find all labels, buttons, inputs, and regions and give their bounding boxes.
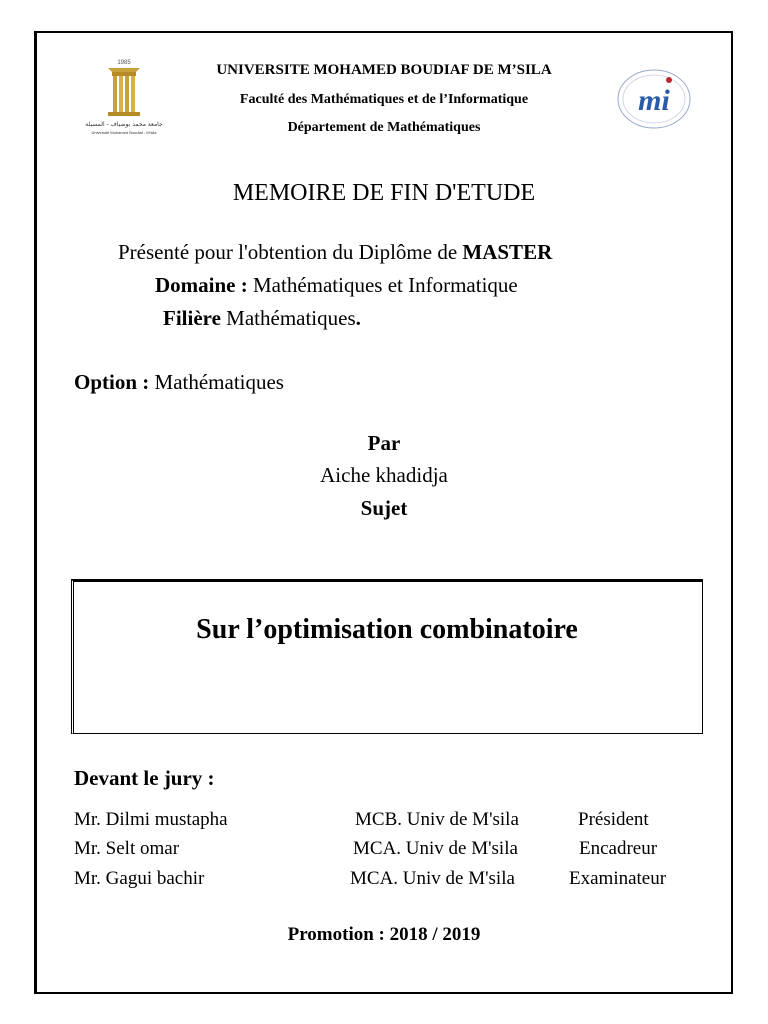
domaine-label: Domaine : bbox=[155, 273, 253, 297]
jury-member-name: Mr. Gagui bachir bbox=[74, 868, 205, 889]
filiere-label: Filière bbox=[163, 306, 221, 330]
author-name: Aiche khadidja bbox=[320, 463, 448, 487]
filiere-value: Mathématiques bbox=[220, 306, 356, 330]
option-label: Option : bbox=[74, 370, 155, 394]
filiere-line bbox=[163, 306, 361, 331]
diploma-prefix: Présenté pour l'obtention du Diplôme de bbox=[118, 240, 463, 264]
logo-year: 1985 bbox=[117, 60, 131, 66]
jury-member-role: Président bbox=[578, 809, 649, 830]
subject-title: Sur l’optimisation combinatoire bbox=[196, 614, 578, 645]
jury-member-role: Encadreur bbox=[579, 838, 658, 859]
university-name: UNIVERSITE MOHAMED BOUDIAF DE M’SILA bbox=[216, 62, 552, 78]
sujet-label: Sujet bbox=[360, 496, 408, 520]
faculty-name: Faculté des Mathématiques et de l’Informatique bbox=[239, 92, 529, 107]
memoire-title: MEMOIRE DE FIN D'ETUDE bbox=[232, 180, 536, 206]
subject-box bbox=[71, 579, 703, 734]
diploma-degree: MASTER bbox=[462, 240, 553, 264]
option-value: Mathématiques bbox=[154, 370, 284, 394]
jury-member-grade: MCB. Univ de M'sila bbox=[355, 809, 519, 830]
par-label: Par bbox=[367, 431, 401, 455]
jury-member-name: Mr. Dilmi mustapha bbox=[74, 809, 228, 830]
logo-arabic-text: جامعة محمد بوضياف - المسيلة bbox=[85, 121, 163, 128]
department-name: Département de Mathématiques bbox=[287, 120, 481, 135]
diploma-line bbox=[118, 240, 552, 265]
jury-member-grade: MCA. Univ de M'sila bbox=[350, 868, 515, 889]
filiere-end: . bbox=[355, 306, 361, 330]
domaine-value: Mathématiques et Informatique bbox=[253, 273, 518, 297]
jury-heading: Devant le jury : bbox=[74, 766, 215, 790]
logo-mi-text: mi bbox=[638, 84, 670, 117]
option-line bbox=[74, 370, 284, 395]
jury-member-grade: MCA. Univ de M'sila bbox=[353, 838, 518, 859]
logo-caption: Université Mohamed Boudiaf - M'sila bbox=[91, 130, 157, 135]
jury-member-name: Mr. Selt omar bbox=[74, 838, 180, 859]
domaine-line bbox=[155, 273, 518, 298]
jury-member-role: Examinateur bbox=[569, 868, 667, 889]
promotion: Promotion : 2018 / 2019 bbox=[287, 924, 481, 945]
